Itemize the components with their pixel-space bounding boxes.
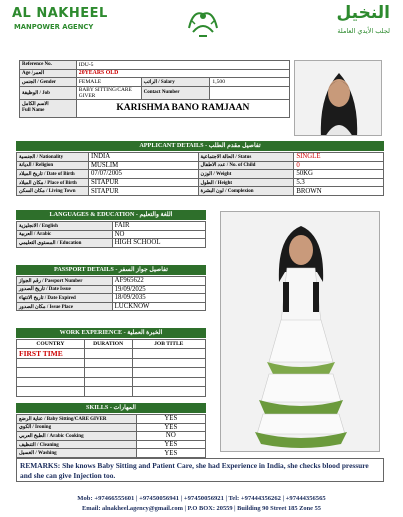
experience-section-title: WORK EXPERIENCE - الخبرة العملية: [16, 328, 206, 338]
weight-label: الوزن / Weight: [198, 170, 294, 179]
contact-label: Contact Number: [141, 86, 210, 99]
table-row: [17, 285, 206, 294]
footer-phones: Mob: +97466555601 | +97450056941 | +97450056921 | Tel: +97444356262 | +97444356565: [77, 495, 326, 502]
issue-date-value: 19/09/2025: [112, 285, 205, 294]
name-label-en: Full Name: [22, 108, 45, 114]
children-value: 0: [294, 161, 384, 170]
status-value: SINGLE: [294, 153, 384, 162]
contact-value: [210, 86, 290, 99]
arabic-cooking-value: NO: [136, 432, 205, 441]
table-row: [17, 302, 206, 311]
arabic-label: العربية / Arabic: [17, 230, 113, 239]
dob-label: تاريخ الميلاد / Date of Birth: [17, 170, 89, 179]
dob-value: 07/07/2005: [88, 170, 198, 179]
passport-number-label: رقم الجواز / Passport Number: [17, 277, 113, 286]
top-info-table: [19, 60, 290, 118]
job-label: الوظيفة / Job: [20, 86, 77, 99]
education-label: المستوى التعليمي / Education: [17, 239, 113, 248]
company-name-ar: النخيل: [336, 3, 390, 23]
expiry-date-value: 18/09/2035: [112, 294, 205, 303]
cleaning-label: التنظيف / Cleaning: [17, 440, 137, 449]
table-row: [17, 294, 206, 303]
ref-label: Reference No.: [20, 61, 77, 70]
table-row: [17, 239, 206, 248]
complexion-value: BROWN: [294, 187, 384, 196]
birthplace-label: مكان الميلاد / Place of Birth: [17, 178, 89, 187]
issue-date-label: تاريخ الصدور / Date Issue: [17, 285, 113, 294]
weight-value: 50KG: [294, 170, 384, 179]
job-value: [76, 86, 141, 99]
table-cell: [84, 348, 132, 358]
table-row: [17, 368, 206, 378]
english-value: FAIR: [112, 222, 205, 231]
table-header-row: [17, 340, 206, 349]
name-label-ar: الاسم الكامل: [22, 102, 49, 108]
birthplace-value: SITAPUR: [88, 178, 198, 187]
table-row: [17, 423, 206, 432]
experience-table: [16, 339, 206, 397]
skills-section-title: SKILLS - المهارات: [16, 403, 206, 413]
remarks-box: REMARKS: She knows Baby Sitting and Patient Care, she had Experience in India, she checks blood pressure and she can give Injection too.: [16, 458, 384, 482]
education-value: HIGH SCHOOL: [112, 239, 205, 248]
issue-place-label: مكان الصدور / Issue Place: [17, 302, 113, 311]
footer-address: Email: alnakheel.agency@gmail.com | P.O BOX: 20559 | Building 90 Street 185 Zone 55: [81, 505, 321, 512]
height-label: الطول / Height: [198, 178, 294, 187]
english-label: الانجليزية / English: [17, 222, 113, 231]
country-column-header: COUNTRY: [17, 340, 85, 349]
children-label: عدد الاطفال / No. of Child: [198, 161, 294, 170]
nationality-label: الجنسية / Nationality: [17, 153, 89, 162]
arabic-value: NO: [112, 230, 205, 239]
table-row: [17, 277, 206, 286]
table-row: [17, 170, 384, 179]
table-row: [17, 178, 384, 187]
gender-value: FEMALE: [76, 78, 141, 87]
profile-photo-small: [294, 60, 382, 136]
passport-table: [16, 276, 206, 311]
languages-section-title: LANGUAGES & EDUCATION - اللغة والتعليم: [16, 210, 206, 220]
passport-section-title: PASSPORT DETAILS - تفاصيل جواز السفر: [16, 265, 206, 275]
cleaning-value: YES: [136, 440, 205, 449]
name-value: KARISHMA BANO RAMJAAN: [76, 99, 289, 117]
company-logo: [183, 6, 223, 40]
complexion-label: لون البشرة / Complexion: [198, 187, 294, 196]
profile-photo-full: [220, 211, 380, 452]
duration-column-header: DURATION: [84, 340, 132, 349]
status-label: الحالة الاجتماعية / Status: [198, 153, 294, 162]
washing-label: الغسيل / Washing: [17, 449, 137, 458]
table-row: [17, 348, 206, 358]
company-name-en: AL NAKHEEL: [12, 6, 108, 21]
company-subtitle-ar: لجلب الأيدي العاملة: [337, 27, 390, 35]
age-value: 20YEARS OLD: [76, 69, 289, 78]
religion-value: MUSLIM: [88, 161, 198, 170]
baby-sitting-label: عناية الرضع / Baby Sitting/CARE GIVER: [17, 415, 137, 424]
issue-place-value: LUCKNOW: [112, 302, 205, 311]
religion-label: الديانة / Religion: [17, 161, 89, 170]
name-label: [20, 99, 77, 117]
applicant-table: [16, 152, 384, 196]
first-time-cell: FIRST TIME: [17, 348, 85, 358]
skills-table: [16, 414, 206, 458]
living-town-value: SITAPUR: [88, 187, 198, 196]
table-row: [17, 187, 384, 196]
table-row: [17, 432, 206, 441]
languages-table: [16, 221, 206, 248]
job-title-column-header: JOB TITLE: [132, 340, 205, 349]
salary-label: الراتب / Salary: [141, 78, 210, 87]
living-town-label: مكان السكن / Living Town: [17, 187, 89, 196]
table-row: [17, 153, 384, 162]
washing-value: YES: [136, 449, 205, 458]
table-row: [17, 415, 206, 424]
ironing-value: YES: [136, 423, 205, 432]
table-row: [17, 377, 206, 387]
company-subtitle-en: MANPOWER AGENCY: [14, 23, 94, 31]
gender-label: الجنس / Gender: [20, 78, 77, 87]
salary-value: 1,500: [210, 78, 290, 87]
table-row: [17, 222, 206, 231]
table-row: [17, 161, 384, 170]
job-value-line2: GIVER: [78, 92, 96, 99]
table-cell: [132, 348, 205, 358]
table-row: [17, 387, 206, 397]
height-value: 5.3: [294, 178, 384, 187]
passport-number-value: AF965622: [112, 277, 205, 286]
applicant-section-title: APPLICANT DETAILS - تفاصيل مقدم الطلب: [16, 141, 384, 151]
nationality-value: INDIA: [88, 153, 198, 162]
job-value-line1: BABY SITTING/CARE: [78, 86, 132, 93]
table-row: [17, 358, 206, 368]
table-row: [17, 449, 206, 458]
expiry-date-label: تاريخ الانتهاء / Date Expired: [17, 294, 113, 303]
table-row: [17, 440, 206, 449]
baby-sitting-value: YES: [136, 415, 205, 424]
ref-value: IDU-5: [76, 61, 289, 70]
ironing-label: الكوي / Ironing: [17, 423, 137, 432]
table-row: [17, 230, 206, 239]
age-label: Age /العمر: [20, 69, 77, 78]
arabic-cooking-label: الطبخ العربي / Arabic Cooking: [17, 432, 137, 441]
